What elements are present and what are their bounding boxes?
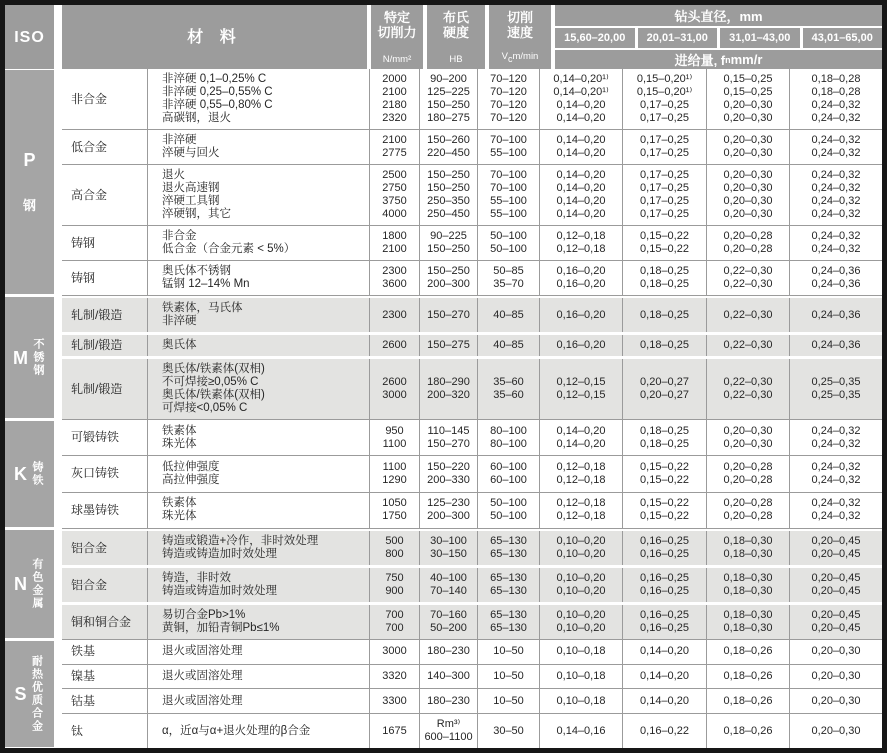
table-row [62,640,882,664]
feed-rate-value-1: 0,12–0,15 0,12–0,15 [540,359,623,419]
section-P [5,69,882,295]
section-letter: M [13,347,28,368]
material-detail: 奥氏体 [148,335,370,356]
cutting-speed-value: 70–100 70–100 55–100 55–100 [478,165,540,225]
brinell-hardness-value: 180–230 [420,689,478,713]
hardness-label-line2: 硬度 [442,25,469,40]
material-detail: 退火 退火高速钢 淬硬工具钢 淬硬钢，其它 [148,165,370,225]
cutting-speed-value: 35–60 35–60 [478,359,540,419]
material-detail: 退火或固溶处理 [148,665,370,689]
feed-rate-value-3: 0,20–0,28 0,20–0,28 [707,493,790,528]
feed-rate-value-3: 0,18–0,30 0,18–0,30 [707,531,790,565]
brinell-hardness-value: 150–275 [420,335,478,356]
material-detail: 奥氏体不锈钢 锰钢 12–14% Mn [148,261,370,295]
section-rows [62,69,882,295]
section-name: 铸铁 [31,461,43,487]
material-group: 钴基 [62,689,148,713]
section-name: 耐热优质合金 [30,655,43,733]
cutting-speed-value: 65–130 65–130 [478,605,540,639]
specific-cutting-force-value: 2300 [370,298,420,332]
section-rows [62,639,882,748]
feed-rate-value-2: 0,16–0,25 0,16–0,25 [623,568,707,602]
material-detail: 铁素体，马氏体 非淬硬 [148,298,370,332]
table-row [62,260,882,295]
drill-diameter-title: 钻头直径，mm [555,5,882,26]
specific-cutting-force-value: 2600 [370,335,420,356]
material-detail: 铁素体 珠光体 [148,420,370,455]
cutting-speed-value: 70–100 55–100 [478,130,540,164]
section-rows [62,419,882,528]
diameter-range-3: 31,01–43,00 [720,28,800,49]
feed-rate-value-4: 0,20–0,45 0,20–0,45 [811,609,861,634]
material-group: 铝合金 [62,531,148,565]
brinell-hardness-value: 150–220 200–330 [420,456,478,491]
material-group: 低合金 [62,130,148,164]
section-name: 有色金属 [31,558,43,610]
section-gap [54,419,62,528]
section-name: 不锈钢 [32,338,44,377]
specific-cutting-force-value: 700 700 [370,605,420,639]
feed-rate-value-2: 0,18–0,25 [623,298,707,332]
feed-rate-value-2: 0,16–0,25 0,16–0,25 [623,531,707,565]
feed-rate-value-1: 0,12–0,18 0,12–0,18 [540,493,623,528]
cutting-speed-value: 40–85 [478,298,540,332]
brinell-hardness-value: 150–250 150–250 250–350 250–450 [420,165,478,225]
material-detail: 铸造，非时效 铸造或铸造加时效处理 [148,568,370,602]
material-group: 轧制/锻造 [62,335,148,356]
brinell-hardness-value: 30–100 30–150 [420,531,478,565]
feed-rate-value-1: 0,10–0,18 [540,689,623,713]
feed-rate-value-2: 0,16–0,25 0,16–0,25 [623,605,707,639]
material-group: 铝合金 [62,568,148,602]
specific-cutting-force-value: 3320 [370,665,420,689]
table-row [62,359,882,419]
material-detail: 非淬硬 0,1–0,25% C 非淬硬 0,25–0,55% C 非淬硬 0,55–0,80% C 高碳钢，退火 [148,69,370,129]
section-label-K [5,421,54,527]
feed-rate-value-2: 0,15–0,22 0,15–0,22 [623,456,707,491]
material-detail: 非淬硬 淬硬与回火 [148,130,370,164]
col-header-iso [5,5,54,69]
feed-rate-value-1: 0,10–0,18 [540,665,623,689]
feed-rate-value-2: 0,18–0,25 [623,335,707,356]
cutting-speed-value: 80–100 80–100 [478,420,540,455]
brinell-hardness-value: 40–100 70–140 [420,568,478,602]
feed-rate-value-4: 0,24–0,32 0,24–0,32 [811,497,861,523]
specific-cutting-force-value: 1050 1750 [370,493,420,528]
feed-rate-value-3: 0,18–0,26 [707,640,790,664]
specific-cutting-force-value: 500 800 [370,531,420,565]
section-letter: P [23,149,36,170]
hardness-unit: HB [449,54,463,65]
feed-rate-value-1: 0,14–0,20 0,14–0,20 0,14–0,20 0,14–0,20 [540,165,623,225]
feed-rate-value-3: 0,22–0,30 0,22–0,30 [707,261,790,295]
feed-rate-value-4: 0,20–0,30 [811,670,861,682]
material-group: 球墨铸铁 [62,493,148,528]
section-S [5,639,882,748]
material-group: 铸钢 [62,226,148,260]
cutting-speed-value: 50–100 50–100 [478,226,540,260]
feed-rate-value-4: 0,24–0,32 0,24–0,32 [811,134,861,159]
cutting-speed-value: 30–50 [478,714,540,748]
section-label-P [5,70,54,294]
cutting-speed-value: 40–85 [478,335,540,356]
table-row [62,225,882,260]
feed-rate-title: 进给量, f n mm/r [555,50,882,69]
feed-rate-value-3: 0,22–0,30 0,22–0,30 [707,359,790,419]
feed-rate-value-2: 0,17–0,25 0,17–0,25 [623,130,707,164]
feed-rate-value-2: 0,15–0,20¹⁾ 0,15–0,20¹⁾ 0,17–0,25 0,17–0,25 [623,69,707,129]
material-detail: 低拉伸强度 高拉伸强度 [148,456,370,491]
material-detail: 易切合金Pb>1% 黄铜，加铅青铜Pb≤1% [148,605,370,639]
feed-rate-value-2: 0,17–0,25 0,17–0,25 0,17–0,25 0,17–0,25 [623,165,707,225]
feed-rate-value-2: 0,18–0,25 0,18–0,25 [623,261,707,295]
cutting-speed-value: 50–85 35–70 [478,261,540,295]
feed-rate-value-4: 0,24–0,36 0,24–0,36 [811,265,861,290]
col-header-cutting-speed [489,5,551,69]
feed-rate-value-3: 0,20–0,30 0,20–0,30 0,20–0,30 0,20–0,30 [707,165,790,225]
table-row [62,531,882,565]
section-gap [54,295,62,419]
iso-label: ISO [14,28,45,46]
diameter-range-4: 43,01–65,00 [803,28,883,49]
feed-rate-value-4: 0,24–0,32 0,24–0,32 0,24–0,32 0,24–0,32 [811,169,861,220]
brinell-hardness-value: 125–230 200–300 [420,493,478,528]
table-row [62,492,882,528]
feed-rate-value-1: 0,14–0,20 0,14–0,20 [540,130,623,164]
table-row [62,688,882,713]
brinell-hardness-value: 70–160 50–200 [420,605,478,639]
speed-unit: $V_cm/\min$ [501,51,539,64]
feed-rate-value-3: 0,18–0,26 [707,714,790,748]
feed-rate-value-4: 0,24–0,36 [811,308,861,321]
feed-rate-value-1: 0,14–0,20 0,14–0,20 [540,420,623,455]
material-label: 材 料 [187,28,242,46]
table-row [62,335,882,356]
force-label-line1: 特定 [383,10,410,25]
specific-cutting-force-value: 2500 2750 3750 4000 [370,165,420,225]
section-label-M [5,297,54,418]
material-detail: 退火或固溶处理 [148,689,370,713]
specific-cutting-force-value: 2100 2775 [370,130,420,164]
table-row [62,568,882,602]
brinell-hardness-value: 110–145 150–270 [420,420,478,455]
table-row [62,713,882,748]
material-group: 轧制/锻造 [62,298,148,332]
feed-rate-value-2: 0,15–0,22 0,15–0,22 [623,226,707,260]
material-group: 铸钢 [62,261,148,295]
feed-rate-value-2: 0,14–0,20 [623,640,707,664]
feed-rate-value-3: 0,22–0,30 [707,335,790,356]
feed-rate-value-4: 0,24–0,32 0,24–0,32 [811,230,861,255]
specific-cutting-force-value: 750 900 [370,568,420,602]
feed-rate-value-1: 0,12–0,18 0,12–0,18 [540,456,623,491]
diameter-range-2: 20,01–31,00 [638,28,718,49]
feed-rate-value-4: 0,20–0,30 [811,724,861,737]
feed-rate-value-4: 0,18–0,28 0,18–0,28 0,24–0,32 0,24–0,32 [811,73,861,124]
feed-rate-value-3: 0,18–0,26 [707,689,790,713]
material-group: 镍基 [62,665,148,689]
feed-rate-value-3: 0,18–0,30 0,18–0,30 [707,568,790,602]
speed-label-line1: 切削 [506,10,533,25]
section-gap [54,528,62,639]
cutting-speed-value: 65–130 65–130 [478,531,540,565]
specific-cutting-force-value: 2000 2100 2180 2320 [370,69,420,129]
table-row [62,605,882,639]
table-body [5,69,882,748]
specific-cutting-force-value: 1100 1290 [370,456,420,491]
feed-rate-value-1: 0,14–0,16 [540,714,623,748]
feed-rate-value-1: 0,10–0,20 0,10–0,20 [540,605,623,639]
material-group: 铁基 [62,640,148,664]
specific-cutting-force-value: 950 1100 [370,420,420,455]
table-row [62,420,882,455]
material-group: 非合金 [62,69,148,129]
feed-rate-value-1: 0,16–0,20 [540,298,623,332]
speed-label-line2: 速度 [506,25,533,40]
feed-rate-value-2: 0,14–0,20 [623,665,707,689]
cutting-speed-value: 50–100 50–100 [478,493,540,528]
feed-rate-value-2: 0,16–0,22 [623,714,707,748]
table-row [62,69,882,129]
cutting-speed-value: 70–120 70–120 70–120 70–120 [478,69,540,129]
feed-rate-value-2: 0,20–0,27 0,20–0,27 [623,359,707,419]
cutting-speed-value: 10–50 [478,665,540,689]
cutting-speed-value: 10–50 [478,640,540,664]
feed-rate-value-3: 0,20–0,30 0,20–0,30 [707,420,790,455]
material-group: 可锻铸铁 [62,420,148,455]
feed-rate-value-3: 0,20–0,30 0,20–0,30 [707,130,790,164]
force-unit: N/mm² [382,54,412,65]
feed-rate-value-4: 0,20–0,30 [811,694,861,707]
section-gap [54,69,62,295]
material-group: 钛 [62,714,148,748]
brinell-hardness-value: 180–290 200–320 [420,359,478,419]
feed-rate-value-4: 0,20–0,30 [811,645,861,658]
cutting-speed-value: 65–130 65–130 [478,568,540,602]
specific-cutting-force-value: 3300 [370,689,420,713]
feed-rate-value-4: 0,20–0,45 0,20–0,45 [811,572,861,597]
section-letter: N [14,574,27,594]
feed-rate-value-1: 0,10–0,20 0,10–0,20 [540,531,623,565]
table-row [62,298,882,332]
material-group: 灰口铸铁 [62,456,148,491]
feed-rate-value-1: 0,10–0,18 [540,640,623,664]
section-letter: S [14,684,27,704]
feed-rate-value-3: 0,15–0,25 0,15–0,25 0,20–0,30 0,20–0,30 [707,69,790,129]
brinell-hardness-value: 90–225 150–250 [420,226,478,260]
feed-rate-value-1: 0,16–0,20 0,16–0,20 [540,261,623,295]
material-detail: 奥氏体/铁素体(双相) 不可焊接≥0,05% C 奥氏体/铁素体(双相) 可焊接<0,05% C [148,359,370,419]
feed-rate-value-3: 0,18–0,26 [707,665,790,689]
material-detail: 退火或固溶处理 [148,640,370,664]
feed-rate-value-1: 0,12–0,18 0,12–0,18 [540,226,623,260]
section-label-N [5,530,54,638]
material-detail: 铸造或锻造+冷作，非时效处理 铸造或铸造加时效处理 [148,531,370,565]
feed-rate-value-4: 0,24–0,36 [811,339,861,351]
section-letter: K [14,464,27,484]
feed-rate-value-4: 0,20–0,45 0,20–0,45 [811,535,861,560]
col-header-drill-diameter-group [555,5,882,69]
feed-rate-value-1: 0,14–0,20¹⁾ 0,14–0,20¹⁾ 0,14–0,20 0,14–0,20 [540,69,623,129]
section-gap [54,639,62,748]
header-gap [54,5,62,69]
specific-cutting-force-value: 1800 2100 [370,226,420,260]
feed-rate-value-3: 0,22–0,30 [707,298,790,332]
table-header [5,5,882,69]
brinell-hardness-value: 140–300 [420,665,478,689]
section-K [5,419,882,528]
feed-rate-value-3: 0,18–0,30 0,18–0,30 [707,605,790,639]
feed-rate-value-2: 0,14–0,20 [623,689,707,713]
feed-rate-value-4: 0,24–0,32 0,24–0,32 [811,460,861,486]
specific-cutting-force-value: 2300 3600 [370,261,420,295]
brinell-hardness-value: 150–270 [420,298,478,332]
col-header-material [62,5,367,69]
feed-rate-value-1: 0,16–0,20 [540,335,623,356]
brinell-hardness-value: 150–250 200–300 [420,261,478,295]
table-row [62,129,882,164]
col-header-specific-cutting-force [371,5,423,69]
feed-rate-value-3: 0,20–0,28 0,20–0,28 [707,456,790,491]
drill-diameter-ranges [555,28,882,49]
section-label-S [5,641,54,747]
table-row [62,455,882,491]
section-M [5,295,882,419]
feed-rate-value-1: 0,10–0,20 0,10–0,20 [540,568,623,602]
force-label-line2: 切削力 [377,25,417,40]
brinell-hardness-value: 90–200 125–225 150–250 180–275 [420,69,478,129]
material-detail: 铁素体 珠光体 [148,493,370,528]
brinell-hardness-value: Rm³⁾ 600–1100 [420,714,478,748]
feed-rate-value-2: 0,15–0,22 0,15–0,22 [623,493,707,528]
specific-cutting-force-value: 2600 3000 [370,359,420,419]
hardness-label-line1: 布氏 [442,10,469,25]
material-group: 铜和铜合金 [62,605,148,639]
feed-rate-value-2: 0,18–0,25 0,18–0,25 [623,420,707,455]
brinell-hardness-value: 150–260 220–450 [420,130,478,164]
material-detail: α，近α与α+退火处理的β合金 [148,714,370,748]
brinell-hardness-value: 180–230 [420,640,478,664]
feed-rate-value-3: 0,20–0,28 0,20–0,28 [707,226,790,260]
table-row [62,664,882,689]
diameter-range-1: 15,60–20,00 [555,28,635,49]
feed-rate-value-4: 0,25–0,35 0,25–0,35 [811,376,861,401]
cutting-speed-value: 60–100 60–100 [478,456,540,491]
section-rows [62,295,882,419]
material-group: 高合金 [62,165,148,225]
material-detail: 非合金 低合金（合金元素 < 5%） [148,226,370,260]
material-group: 轧制/锻造 [62,359,148,419]
cutting-speed-value: 10–50 [478,689,540,713]
section-name: 钢 [22,197,36,213]
specific-cutting-force-value: 1675 [370,714,420,748]
feed-rate-value-4: 0,24–0,32 0,24–0,32 [811,424,861,450]
section-rows [62,528,882,639]
section-N [5,528,882,639]
table-row [62,164,882,225]
specific-cutting-force-value: 3000 [370,640,420,664]
col-header-brinell-hardness [427,5,485,69]
